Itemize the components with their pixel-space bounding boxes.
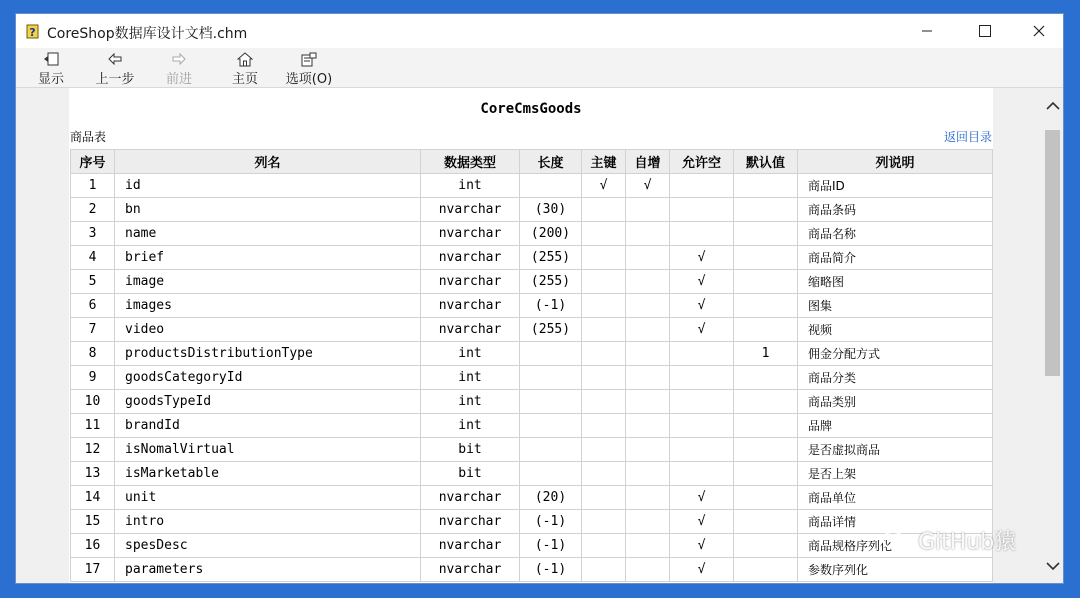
table-cell: √: [670, 486, 734, 510]
table-cell: [582, 438, 626, 462]
table-cell: 15: [71, 510, 115, 534]
table-cell: [670, 462, 734, 486]
table-cell: [626, 246, 670, 270]
table-cell: [626, 390, 670, 414]
table-cell: [626, 294, 670, 318]
table-cell: nvarchar: [421, 318, 520, 342]
table-cell: [582, 510, 626, 534]
table-cell: [520, 462, 582, 486]
table-cell: [734, 558, 798, 582]
table-cell: 商品分类: [798, 366, 993, 390]
table-cell: nvarchar: [421, 270, 520, 294]
table-row: [71, 174, 993, 198]
table-cell: [626, 558, 670, 582]
table-cell: 佣金分配方式: [798, 342, 993, 366]
table-cell: 商品类别: [798, 390, 993, 414]
table-cell: unit: [115, 486, 421, 510]
table-cell: 10: [71, 390, 115, 414]
back-to-index-link[interactable]: 返回目录: [943, 130, 992, 144]
table-cell: 1: [71, 174, 115, 198]
watermark: [882, 525, 1016, 556]
table-row: [71, 462, 993, 486]
table-cell: (20): [520, 486, 582, 510]
options-button[interactable]: 选项(O): [281, 48, 337, 87]
table-cell: [626, 270, 670, 294]
column-header: 列名: [115, 150, 421, 174]
show-panel-icon: [43, 52, 59, 66]
table-cell: [734, 510, 798, 534]
table-cell: bit: [421, 438, 520, 462]
table-cell: 8: [71, 342, 115, 366]
show-button[interactable]: 显示: [33, 48, 69, 87]
table-cell: 商品简介: [798, 246, 993, 270]
column-header: 长度: [520, 150, 582, 174]
table-cell: goodsCategoryId: [115, 366, 421, 390]
table-cell: id: [115, 174, 421, 198]
column-header: 序号: [71, 150, 115, 174]
table-cell: [520, 390, 582, 414]
table-cell: [670, 198, 734, 222]
table-subtitle: 商品表: [70, 130, 107, 144]
table-cell: 视频: [798, 318, 993, 342]
schema-table: [70, 149, 993, 582]
table-cell: [734, 318, 798, 342]
table-row: [71, 342, 993, 366]
table-cell: [582, 414, 626, 438]
options-icon: [301, 52, 317, 67]
close-icon: [1033, 25, 1045, 37]
table-cell: [670, 222, 734, 246]
table-row: [71, 270, 993, 294]
table-cell: 16: [71, 534, 115, 558]
table-cell: nvarchar: [421, 198, 520, 222]
table-cell: [582, 558, 626, 582]
table-row: [71, 486, 993, 510]
table-cell: [582, 294, 626, 318]
table-cell: [582, 462, 626, 486]
table-cell: 是否上架: [798, 462, 993, 486]
table-cell: [626, 534, 670, 558]
column-header: 默认值: [734, 150, 798, 174]
table-cell: 商品详情: [798, 510, 993, 534]
table-cell: (255): [520, 270, 582, 294]
table-cell: 商品规格序列化: [798, 534, 993, 558]
table-row: [71, 414, 993, 438]
table-row: [71, 246, 993, 270]
table-cell: √: [670, 318, 734, 342]
table-cell: √: [670, 246, 734, 270]
column-header: 列说明: [798, 150, 993, 174]
table-row: [71, 438, 993, 462]
table-cell: [626, 438, 670, 462]
table-cell: √: [670, 294, 734, 318]
table-cell: 品牌: [798, 414, 993, 438]
table-cell: 参数序列化: [798, 558, 993, 582]
table-cell: (-1): [520, 558, 582, 582]
table-cell: [520, 414, 582, 438]
table-cell: [734, 246, 798, 270]
table-cell: [670, 390, 734, 414]
table-cell: 4: [71, 246, 115, 270]
table-cell: bit: [421, 462, 520, 486]
table-cell: (-1): [520, 510, 582, 534]
table-cell: [734, 222, 798, 246]
svg-text:?: ?: [29, 26, 36, 39]
table-cell: [734, 462, 798, 486]
close-button[interactable]: [1016, 14, 1062, 48]
table-cell: [582, 342, 626, 366]
table-row: [71, 390, 993, 414]
title-bar: [16, 14, 1063, 48]
home-button[interactable]: 主页: [227, 48, 263, 87]
table-cell: 1: [734, 342, 798, 366]
column-header: 自增: [626, 150, 670, 174]
table-cell: 商品单位: [798, 486, 993, 510]
table-cell: [734, 294, 798, 318]
table-cell: int: [421, 390, 520, 414]
table-cell: nvarchar: [421, 486, 520, 510]
table-cell: 商品ID: [798, 174, 993, 198]
column-header: 数据类型: [421, 150, 520, 174]
table-cell: √: [670, 534, 734, 558]
table-cell: spesDesc: [115, 534, 421, 558]
toolbar: [16, 48, 1063, 88]
table-cell: [582, 222, 626, 246]
table-cell: [734, 438, 798, 462]
chevron-up-icon: [1046, 101, 1060, 110]
table-cell: 缩略图: [798, 270, 993, 294]
table-cell: int: [421, 414, 520, 438]
table-cell: nvarchar: [421, 510, 520, 534]
table-cell: √: [670, 270, 734, 294]
watermark-text: GitHub猿: [918, 530, 1017, 555]
maximize-icon: [979, 25, 991, 37]
table-cell: [520, 366, 582, 390]
document-page: [69, 88, 993, 583]
table-row: [71, 558, 993, 582]
wechat-icon: [882, 530, 912, 552]
table-cell: √: [670, 510, 734, 534]
table-cell: [734, 198, 798, 222]
forward-arrow-icon: [172, 53, 186, 65]
table-body: [71, 174, 993, 582]
table-cell: brief: [115, 246, 421, 270]
table-cell: int: [421, 174, 520, 198]
table-cell: [734, 390, 798, 414]
table-cell: [626, 318, 670, 342]
table-cell: parameters: [115, 558, 421, 582]
table-cell: (200): [520, 222, 582, 246]
table-row: [71, 510, 993, 534]
table-cell: (-1): [520, 534, 582, 558]
minimize-icon: [921, 25, 933, 37]
table-cell: isMarketable: [115, 462, 421, 486]
table-cell: (30): [520, 198, 582, 222]
table-row: [71, 198, 993, 222]
forward-button[interactable]: 前进: [161, 48, 197, 87]
window-title: CoreShop数据库设计文档.chm: [47, 26, 248, 42]
table-cell: [520, 174, 582, 198]
table-cell: brandId: [115, 414, 421, 438]
table-cell: [734, 270, 798, 294]
table-cell: √: [626, 174, 670, 198]
table-cell: [582, 534, 626, 558]
table-cell: [626, 510, 670, 534]
maximize-button[interactable]: [962, 14, 1008, 48]
table-cell: [734, 534, 798, 558]
table-cell: [670, 414, 734, 438]
table-cell: [734, 174, 798, 198]
vertical-scrollbar[interactable]: [1042, 88, 1063, 583]
table-cell: [582, 486, 626, 510]
table-cell: nvarchar: [421, 222, 520, 246]
table-cell: 14: [71, 486, 115, 510]
table-cell: int: [421, 366, 520, 390]
table-header-row: [71, 150, 993, 174]
table-cell: 9: [71, 366, 115, 390]
table-cell: image: [115, 270, 421, 294]
table-cell: 12: [71, 438, 115, 462]
back-arrow-icon: [108, 53, 122, 65]
minimize-button[interactable]: [904, 14, 950, 48]
table-cell: √: [582, 174, 626, 198]
scroll-up-button[interactable]: [1042, 94, 1063, 116]
table-cell: [670, 438, 734, 462]
column-header: 允许空: [670, 150, 734, 174]
table-cell: nvarchar: [421, 294, 520, 318]
table-title: CoreCmsGoods: [480, 101, 582, 117]
table-cell: [582, 390, 626, 414]
table-cell: isNomalVirtual: [115, 438, 421, 462]
table-cell: nvarchar: [421, 534, 520, 558]
table-cell: 是否虚拟商品: [798, 438, 993, 462]
table-cell: [626, 198, 670, 222]
table-cell: 17: [71, 558, 115, 582]
table-cell: [582, 318, 626, 342]
table-cell: √: [670, 558, 734, 582]
table-row: [71, 318, 993, 342]
table-cell: nvarchar: [421, 246, 520, 270]
table-cell: images: [115, 294, 421, 318]
table-cell: name: [115, 222, 421, 246]
table-cell: [626, 222, 670, 246]
scroll-down-button[interactable]: [1042, 555, 1063, 577]
content-area: [16, 88, 1044, 583]
table-cell: [626, 342, 670, 366]
table-cell: [734, 414, 798, 438]
table-row: [71, 534, 993, 558]
chevron-down-icon: [1046, 562, 1060, 571]
table-cell: 商品条码: [798, 198, 993, 222]
table-cell: [626, 486, 670, 510]
table-cell: goodsTypeId: [115, 390, 421, 414]
table-cell: intro: [115, 510, 421, 534]
table-cell: [582, 246, 626, 270]
table-cell: [582, 270, 626, 294]
table-cell: 11: [71, 414, 115, 438]
help-window: [15, 13, 1064, 584]
table-cell: 3: [71, 222, 115, 246]
table-cell: [670, 342, 734, 366]
table-row: [71, 222, 993, 246]
table-cell: [670, 174, 734, 198]
table-cell: video: [115, 318, 421, 342]
table-cell: [582, 198, 626, 222]
table-row: [71, 366, 993, 390]
table-cell: 图集: [798, 294, 993, 318]
table-cell: [626, 462, 670, 486]
column-header: 主键: [582, 150, 626, 174]
table-cell: [520, 438, 582, 462]
table-cell: 5: [71, 270, 115, 294]
table-cell: (255): [520, 318, 582, 342]
table-cell: (255): [520, 246, 582, 270]
table-cell: [626, 366, 670, 390]
table-cell: [670, 366, 734, 390]
table-cell: bn: [115, 198, 421, 222]
table-cell: int: [421, 342, 520, 366]
table-cell: productsDistributionType: [115, 342, 421, 366]
table-cell: 2: [71, 198, 115, 222]
table-cell: nvarchar: [421, 558, 520, 582]
back-button[interactable]: 上一步: [89, 48, 141, 87]
chm-help-icon: [25, 22, 41, 40]
table-cell: [734, 486, 798, 510]
table-cell: [734, 366, 798, 390]
table-cell: 7: [71, 318, 115, 342]
table-cell: (-1): [520, 294, 582, 318]
home-icon: [237, 52, 253, 67]
table-cell: 商品名称: [798, 222, 993, 246]
table-row: [71, 294, 993, 318]
table-cell: 6: [71, 294, 115, 318]
table-cell: [626, 414, 670, 438]
table-cell: [520, 342, 582, 366]
scrollbar-thumb[interactable]: [1045, 130, 1060, 376]
table-cell: [582, 366, 626, 390]
table-cell: 13: [71, 462, 115, 486]
